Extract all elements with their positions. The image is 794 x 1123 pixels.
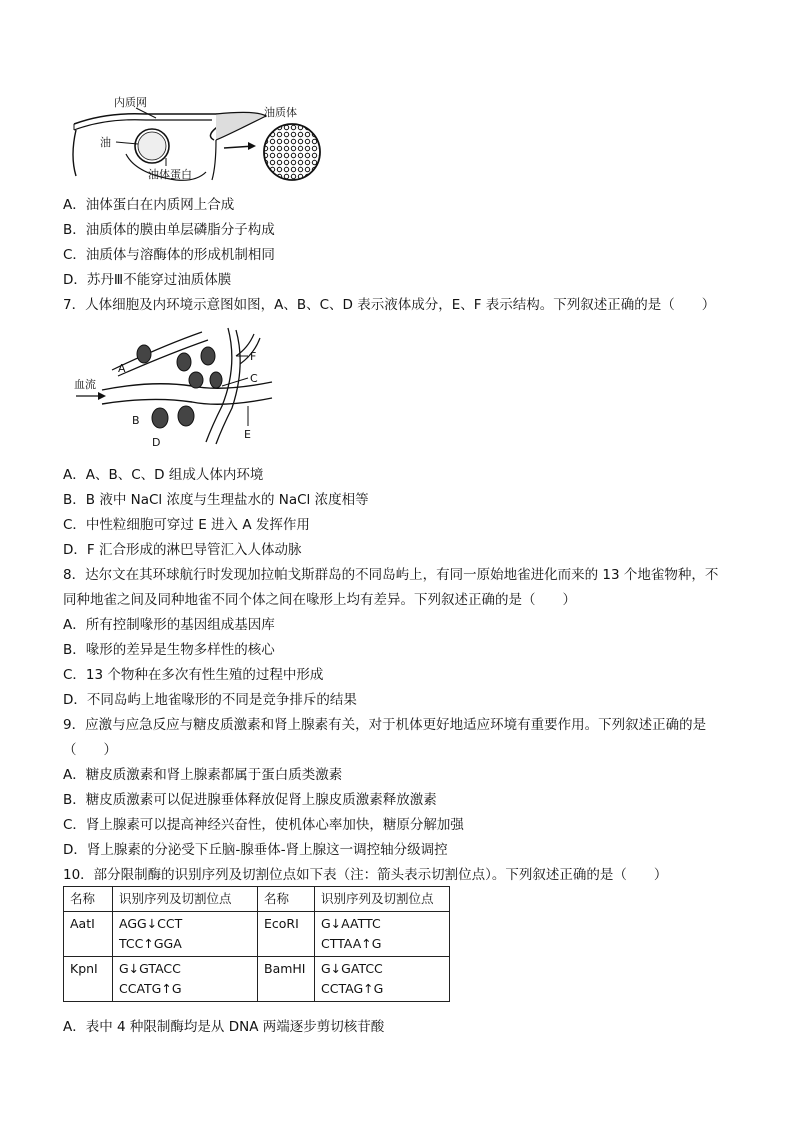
label-protein: 油体蛋白 bbox=[148, 168, 192, 181]
q9-option-a: A．糖皮质激素和肾上腺素都属于蛋白质类激素 bbox=[63, 767, 343, 783]
label-e: E bbox=[244, 428, 251, 441]
q10-option-a: A．表中 4 种限制酶均是从 DNA 两端逐步剪切核苷酸 bbox=[63, 1019, 385, 1035]
sequence-top: G↓GATCC bbox=[321, 961, 383, 976]
q9-stem-line2: （ ） bbox=[63, 742, 117, 758]
sequence-bottom: CTTAA↑G bbox=[321, 936, 382, 951]
label-c: C bbox=[250, 372, 258, 385]
enzyme-name: KpnI bbox=[64, 957, 113, 1002]
internal-environment-figure bbox=[72, 326, 282, 450]
enzyme-sequence bbox=[315, 912, 450, 957]
enzyme-table bbox=[63, 886, 450, 1002]
table-header-cell: 名称 bbox=[64, 887, 113, 912]
q7-stem: 7．人体细胞及内环境示意图如图，A、B、C、D 表示液体成分，E、F 表示结构。下列叙述正确的是（ ） bbox=[63, 297, 716, 313]
label-oilbody: 油质体 bbox=[264, 106, 297, 119]
table-header-cell: 识别序列及切割位点 bbox=[315, 887, 450, 912]
table-header-row bbox=[64, 887, 450, 912]
sequence-top: G↓AATTC bbox=[321, 916, 381, 931]
table-header-cell: 识别序列及切割位点 bbox=[113, 887, 258, 912]
enzyme-name: EcoRI bbox=[258, 912, 315, 957]
label-b: B bbox=[132, 414, 140, 427]
table-row bbox=[64, 912, 450, 957]
table-row bbox=[64, 957, 450, 1002]
q9-option-b: B．糖皮质激素可以促进腺垂体释放促肾上腺皮质激素释放激素 bbox=[63, 792, 437, 808]
q8-option-d: D．不同岛屿上地雀喙形的不同是竞争排斥的结果 bbox=[63, 692, 357, 708]
q6-option-a: A．油体蛋白在内质网上合成 bbox=[63, 197, 235, 213]
enzyme-sequence bbox=[113, 957, 258, 1002]
table-header-cell: 名称 bbox=[258, 887, 315, 912]
sequence-top: G↓GTACC bbox=[119, 961, 181, 976]
label-oil: 油 bbox=[100, 136, 111, 149]
q9-option-d: D．肾上腺素的分泌受下丘脑-腺垂体-肾上腺这一调控轴分级调控 bbox=[63, 842, 448, 858]
q8-option-b: B．喙形的差异是生物多样性的核心 bbox=[63, 642, 275, 658]
q6-option-d: D．苏丹Ⅲ不能穿过油质体膜 bbox=[63, 272, 232, 288]
q6-option-b: B．油质体的膜由单层磷脂分子构成 bbox=[63, 222, 275, 238]
q7-option-a: A．A、B、C、D 组成人体内环境 bbox=[63, 467, 264, 483]
q7-option-c: C．中性粒细胞可穿过 E 进入 A 发挥作用 bbox=[63, 517, 310, 533]
sequence-bottom: TCC↑GGA bbox=[119, 936, 182, 951]
enzyme-name: BamHI bbox=[258, 957, 315, 1002]
q9-option-c: C．肾上腺素可以提高神经兴奋性，使机体心率加快，糖原分解加强 bbox=[63, 817, 464, 833]
q7-option-b: B．B 液中 NaCl 浓度与生理盐水的 NaCl 浓度相等 bbox=[63, 492, 369, 508]
enzyme-sequence bbox=[315, 957, 450, 1002]
label-er: 内质网 bbox=[114, 96, 147, 109]
q8-option-c: C．13 个物种在多次有性生殖的过程中形成 bbox=[63, 667, 324, 683]
sequence-bottom: CCTAG↑G bbox=[321, 981, 384, 996]
q7-option-d: D．F 汇合形成的淋巴导管汇入人体动脉 bbox=[63, 542, 302, 558]
q8-stem-line2: 同种地雀之间及同种地雀不同个体之间在喙形上均有差异。下列叙述正确的是（ ） bbox=[63, 592, 576, 608]
q8-option-a: A．所有控制喙形的基因组成基因库 bbox=[63, 617, 275, 633]
oil-body-figure bbox=[66, 96, 366, 188]
enzyme-name: AatI bbox=[64, 912, 113, 957]
sequence-bottom: CCATG↑G bbox=[119, 981, 182, 996]
q8-stem-line1: 8．达尔文在其环球航行时发现加拉帕戈斯群岛的不同岛屿上，有同一原始地雀进化而来的 13 个地雀物种，不 bbox=[63, 567, 719, 583]
q10-stem: 10．部分限制酶的识别序列及切割位点如下表（注：箭头表示切割位点）。下列叙述正确的是（ ） bbox=[63, 867, 668, 883]
sequence-top: AGG↓CCT bbox=[119, 916, 183, 931]
label-blood-flow: 血流 bbox=[74, 378, 96, 391]
label-a: A bbox=[118, 362, 126, 375]
label-f: F bbox=[250, 350, 257, 363]
enzyme-sequence bbox=[113, 912, 258, 957]
q9-stem-line1: 9．应激与应急反应与糖皮质激素和肾上腺素有关，对于机体更好地适应环境有重要作用。下列叙述正确的是 bbox=[63, 717, 707, 733]
label-d: D bbox=[152, 436, 161, 449]
q6-option-c: C．油质体与溶酶体的形成机制相同 bbox=[63, 247, 275, 263]
